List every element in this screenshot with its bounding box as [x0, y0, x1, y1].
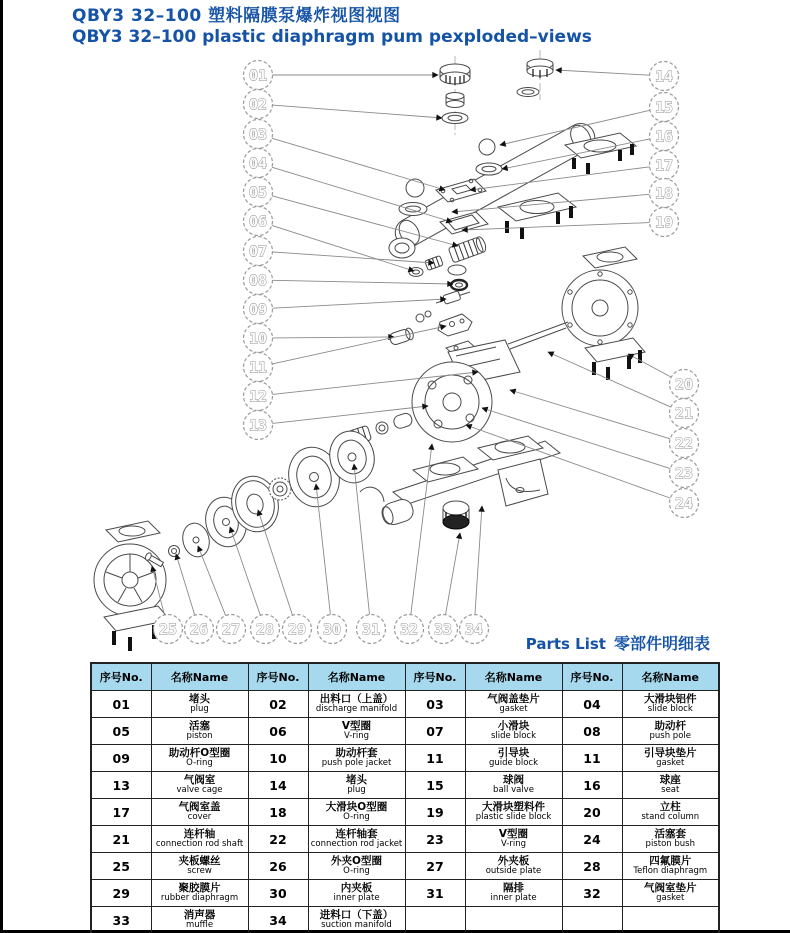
part-name: 活塞 piston	[151, 718, 248, 745]
part-no: 16	[562, 772, 622, 799]
leader-line-11	[272, 326, 446, 364]
leader-line-21	[548, 352, 671, 407]
part-no: 11	[405, 745, 465, 772]
col-header-no: 序号No.	[248, 663, 308, 691]
parts-table	[90, 662, 720, 933]
part-no: 33	[91, 907, 151, 933]
svg-text:30: 30	[322, 620, 342, 639]
part-name: 气阀室垫片 gasket	[622, 880, 719, 907]
part-name: 助动杆O型圈 O-ring	[151, 745, 248, 772]
callout-01	[244, 61, 273, 90]
table-row	[91, 853, 719, 880]
svg-text:22: 22	[674, 434, 694, 453]
part-name: 连杆轴套 connection rod jacket	[308, 826, 405, 853]
part-name: 出料口（上盖） discharge manifold	[308, 691, 405, 718]
callout-16	[650, 122, 679, 151]
callout-34	[460, 615, 489, 644]
callout-10	[244, 324, 273, 353]
svg-text:01: 01	[248, 66, 268, 85]
part-name: 隔排 inner plate	[465, 880, 562, 907]
svg-text:04: 04	[248, 154, 268, 173]
leader-line-20	[628, 354, 671, 377]
svg-text:08: 08	[248, 271, 268, 290]
svg-text:25: 25	[158, 620, 178, 639]
part-no: 25	[91, 853, 151, 880]
svg-text:24: 24	[674, 494, 694, 513]
part-no: 13	[91, 772, 151, 799]
leader-line-26	[176, 554, 195, 615]
part-name: 大滑块塑料件 plastic slide block	[465, 799, 562, 826]
callout-30	[318, 615, 347, 644]
svg-text:23: 23	[674, 464, 694, 483]
part-name: 聚胶膜片 rubber diaphragm	[151, 880, 248, 907]
svg-text:13: 13	[248, 416, 268, 435]
part-no: 01	[91, 691, 151, 718]
callout-12	[244, 382, 273, 411]
svg-text:09: 09	[248, 300, 268, 319]
col-header-name: 名称Name	[622, 663, 719, 691]
svg-text:11: 11	[248, 358, 268, 377]
page-title-en: QBY3 32–100 plastic diaphragm pum pexploded–views	[72, 27, 592, 47]
table-row	[91, 826, 719, 853]
part-name: 活塞套 piston bush	[622, 826, 719, 853]
svg-text:33: 33	[433, 620, 453, 639]
part-name: 大滑块O型圈 O-ring	[308, 799, 405, 826]
svg-text:32: 32	[399, 620, 419, 639]
part-no: 19	[405, 799, 465, 826]
part-no: 28	[562, 853, 622, 880]
callout-02	[244, 90, 273, 119]
part-no: 34	[248, 907, 308, 933]
part-name: 球阀 ball valve	[465, 772, 562, 799]
part-no: 10	[248, 745, 308, 772]
svg-text:20: 20	[674, 375, 694, 394]
col-header-name: 名称Name	[465, 663, 562, 691]
part-name: 引导块垫片 gasket	[622, 745, 719, 772]
svg-text:19: 19	[654, 213, 674, 232]
part-name: V型圈 V-ring	[465, 826, 562, 853]
part-no: 29	[91, 880, 151, 907]
leader-line-10	[272, 337, 394, 338]
leader-line-31	[354, 464, 370, 615]
leader-line-02	[272, 105, 442, 118]
part-no: 02	[248, 691, 308, 718]
part-name: 助动杆套 push pole jacket	[308, 745, 405, 772]
col-header-no: 序号No.	[91, 663, 151, 691]
part-name: V型圈 V-ring	[308, 718, 405, 745]
part-no: 24	[562, 826, 622, 853]
leader-line-29	[258, 510, 292, 615]
svg-text:05: 05	[248, 183, 268, 202]
part-no: 27	[405, 853, 465, 880]
part-no: 04	[562, 691, 622, 718]
callout-28	[251, 615, 280, 644]
part-name: 消声器 muffle	[151, 907, 248, 933]
table-row	[91, 907, 719, 933]
table-row	[91, 745, 719, 772]
part-no: 11	[562, 745, 622, 772]
col-header-name: 名称Name	[308, 663, 405, 691]
part-no: 26	[248, 853, 308, 880]
part-no	[405, 907, 465, 933]
leader-line-04	[272, 167, 452, 222]
callout-33	[429, 615, 458, 644]
table-row	[91, 880, 719, 907]
svg-text:28: 28	[255, 620, 275, 639]
svg-text:31: 31	[361, 620, 381, 639]
part-no: 32	[562, 880, 622, 907]
callout-11	[244, 353, 273, 382]
svg-text:18: 18	[654, 184, 674, 203]
part-name: 气阀室 valve cage	[151, 772, 248, 799]
svg-text:12: 12	[248, 387, 268, 406]
parts-list-heading-en: Parts List	[525, 635, 606, 653]
part-name: 堵头 plug	[151, 691, 248, 718]
part-name: 立柱 stand column	[622, 799, 719, 826]
svg-text:14: 14	[654, 67, 674, 86]
svg-text:03: 03	[248, 125, 268, 144]
callout-14	[650, 62, 679, 91]
leader-line-33	[446, 533, 460, 615]
svg-text:17: 17	[654, 156, 674, 175]
callout-31	[357, 615, 386, 644]
part-no	[562, 907, 622, 933]
part-name: 内夹板 inner plate	[308, 880, 405, 907]
table-row	[91, 718, 719, 745]
callout-19	[650, 208, 679, 237]
svg-text:16: 16	[654, 127, 674, 146]
leader-line-09	[272, 299, 446, 308]
leader-line-22	[510, 390, 670, 439]
callout-13	[244, 411, 273, 440]
callout-25	[154, 615, 183, 644]
leader-line-34	[475, 506, 482, 615]
svg-text:10: 10	[248, 329, 268, 348]
part-no: 30	[248, 880, 308, 907]
callout-08	[244, 266, 273, 295]
col-header-name: 名称Name	[151, 663, 248, 691]
part-no: 17	[91, 799, 151, 826]
part-name: 助动杆 push pole	[622, 718, 719, 745]
part-no: 03	[405, 691, 465, 718]
callout-06	[244, 207, 273, 236]
table-row	[91, 799, 719, 826]
part-no: 08	[562, 718, 622, 745]
part-name: 夹板螺丝 screw	[151, 853, 248, 880]
svg-text:34: 34	[464, 620, 484, 639]
svg-text:07: 07	[248, 242, 268, 261]
part-no: 06	[248, 718, 308, 745]
part-name: 球座 seat	[622, 772, 719, 799]
part-name: 小滑块 slide block	[465, 718, 562, 745]
part-name: 连杆轴 connection rod shaft	[151, 826, 248, 853]
leader-line-27	[198, 546, 226, 616]
part-no: 21	[91, 826, 151, 853]
svg-text:26: 26	[189, 620, 209, 639]
callout-05	[244, 178, 273, 207]
part-no: 23	[405, 826, 465, 853]
part-no: 09	[91, 745, 151, 772]
page-title-zh: QBY3 32–100 塑料隔膜泵爆炸视图视图	[72, 6, 401, 26]
part-no: 07	[405, 718, 465, 745]
part-no: 31	[405, 880, 465, 907]
part-name: 外夹板 outside plate	[465, 853, 562, 880]
callout-03	[244, 120, 273, 149]
col-header-no: 序号No.	[405, 663, 465, 691]
parts-list-heading	[526, 631, 710, 654]
part-name: 堵头 plug	[308, 772, 405, 799]
callout-26	[185, 615, 214, 644]
callout-29	[283, 615, 312, 644]
part-name: 进料口（下盖） suction manifold	[308, 907, 405, 933]
svg-text:21: 21	[674, 404, 694, 423]
part-name: 气阀盖垫片 gasket	[465, 691, 562, 718]
svg-text:29: 29	[287, 620, 307, 639]
part-name: 四氟膜片 Teflon diaphragm	[622, 853, 719, 880]
part-name: 外夹O型圈 O-ring	[308, 853, 405, 880]
part-no: 18	[248, 799, 308, 826]
leader-line-28	[230, 527, 260, 615]
callout-23	[670, 459, 699, 488]
part-no: 22	[248, 826, 308, 853]
callout-17	[650, 151, 679, 180]
svg-text:06: 06	[248, 212, 268, 231]
svg-text:02: 02	[248, 95, 268, 114]
part-no: 14	[248, 772, 308, 799]
leader-line-03	[272, 138, 445, 190]
callout-04	[244, 149, 273, 178]
parts-list-heading-zh: 零部件明细表	[613, 634, 710, 653]
callout-09	[244, 295, 273, 324]
callout-22	[670, 429, 699, 458]
callout-21	[670, 399, 699, 428]
part-no: 20	[562, 799, 622, 826]
callout-24	[670, 489, 699, 518]
table-header-row	[91, 663, 719, 691]
leader-line-14	[556, 70, 650, 75]
leader-line-19	[462, 223, 650, 230]
svg-text:27: 27	[221, 620, 241, 639]
part-no: 15	[405, 772, 465, 799]
col-header-no: 序号No.	[562, 663, 622, 691]
part-name	[622, 907, 719, 933]
callout-32	[395, 615, 424, 644]
part-name	[465, 907, 562, 933]
part-name: 气阀室盖 cover	[151, 799, 248, 826]
table-row	[91, 772, 719, 799]
table-row	[91, 691, 719, 718]
part-name: 引导块 guide block	[465, 745, 562, 772]
part-no: 05	[91, 718, 151, 745]
callout-20	[670, 370, 699, 399]
callout-27	[217, 615, 246, 644]
callout-18	[650, 179, 679, 208]
leader-line-08	[272, 280, 453, 284]
exploded-view-art	[94, 50, 645, 651]
callout-07	[244, 237, 273, 266]
callout-15	[650, 93, 679, 122]
svg-text:15: 15	[654, 98, 674, 117]
part-name: 大滑块铝件 slide block	[622, 691, 719, 718]
